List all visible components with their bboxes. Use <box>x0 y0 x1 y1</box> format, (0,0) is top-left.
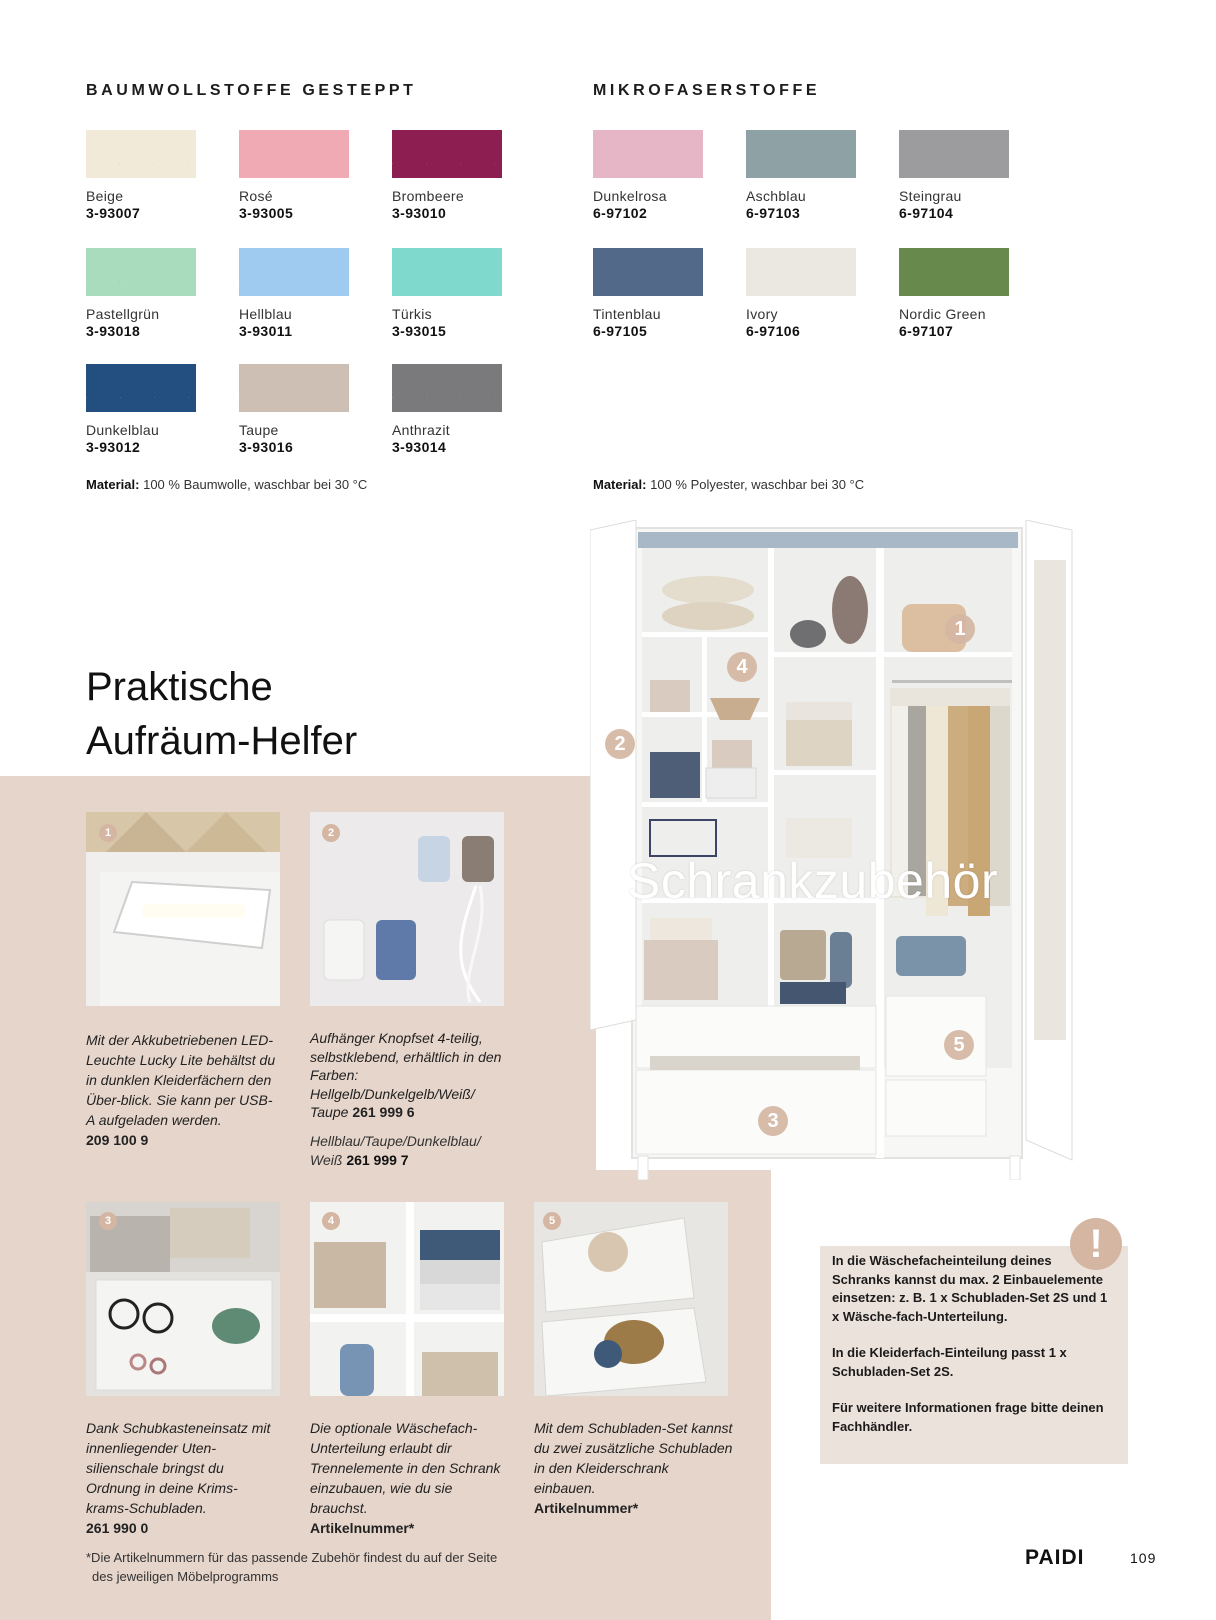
product-badge-2: 2 <box>322 824 340 842</box>
product-photo-led-light <box>86 812 280 1006</box>
product-badge-3: 3 <box>99 1212 117 1230</box>
swatch-article-code: 3-93005 <box>239 205 294 221</box>
footnote-line-1: *Die Artikelnummern für das passende Zubehör findest du auf der Seite <box>86 1550 498 1565</box>
footnote <box>86 1548 606 1586</box>
swatch-color-chip <box>86 364 196 412</box>
fabric-swatch <box>239 248 349 339</box>
article-number: Artikelnummer* <box>534 1500 639 1516</box>
caption-text: Mit dem Schubladen-Set kannst du zwei zusätzliche Schubladen in den Kleiderschrank einbauen. <box>534 1420 733 1496</box>
swatch-name: Beige <box>86 188 124 204</box>
product-photo-drawer-insert <box>86 1202 280 1396</box>
product-badge-4: 4 <box>322 1212 340 1230</box>
swatch-article-code: 3-93014 <box>392 439 447 455</box>
product-caption-2 <box>310 1029 510 1122</box>
product-badge-5: 5 <box>543 1212 561 1230</box>
swatch-color-chip <box>239 248 349 296</box>
swatch-color-chip <box>593 130 703 178</box>
brand-logo: PAIDI <box>1025 1546 1085 1569</box>
fabric-swatch <box>392 248 502 339</box>
footnote-line-2: des jeweiligen Möbelprogramms <box>92 1569 279 1584</box>
swatch-color-chip <box>239 130 349 178</box>
page-headline <box>86 660 357 768</box>
swatch-name: Nordic Green <box>899 306 986 322</box>
swatch-name: Taupe <box>239 422 279 438</box>
swatch-color-chip <box>746 248 856 296</box>
swatch-article-code: 3-93015 <box>392 323 447 339</box>
swatch-name: Hellblau <box>239 306 292 322</box>
fabric-swatch <box>746 130 856 221</box>
product-caption-2b <box>310 1132 510 1170</box>
product-badge-1: 1 <box>99 824 117 842</box>
swatch-article-code: 6-97107 <box>899 323 954 339</box>
fabric-swatch <box>239 364 349 455</box>
swatch-color-chip <box>746 130 856 178</box>
swatch-name: Türkis <box>392 306 432 322</box>
swatch-name: Anthrazit <box>392 422 450 438</box>
material-label: Material: <box>593 477 647 492</box>
swatch-color-chip <box>239 364 349 412</box>
swatch-name: Ivory <box>746 306 778 322</box>
swatch-color-chip <box>392 248 502 296</box>
product-caption-3 <box>86 1418 276 1538</box>
material-text: 100 % Polyester, waschbar bei 30 °C <box>650 477 865 492</box>
swatch-name: Tintenblau <box>593 306 661 322</box>
article-number: 261 999 6 <box>352 1104 415 1120</box>
swatch-color-chip <box>392 364 502 412</box>
info-paragraph-2: In die Kleiderfach-Einteilung passt 1 x Schubladen-Set 2S. <box>832 1345 1067 1379</box>
cabinet-badge-5: 5 <box>944 1030 974 1060</box>
swatch-name: Steingrau <box>899 188 962 204</box>
fabric-swatch <box>86 364 196 455</box>
swatch-name: Dunkelrosa <box>593 188 667 204</box>
swatch-name: Dunkelblau <box>86 422 160 438</box>
headline-line-1: Praktische <box>86 665 273 709</box>
swatch-article-code: 6-97104 <box>899 205 954 221</box>
swatch-color-chip <box>86 130 196 178</box>
caption-text: Mit der Akkubetriebenen LED-Leuchte Lucky Lite behältst du in dunklen Kleiderfächern den Über-blick. Sie kann per USB-A aufgeladen werden. <box>86 1032 276 1128</box>
article-number: Artikelnummer* <box>310 1520 415 1536</box>
fabric-swatch <box>593 130 703 221</box>
info-paragraph-1: In die Wäschefacheinteilung deines Schranks kannst du max. 2 Einbauelemente einsetzen: z. B. 1 x Schubladen-Set 2S und 1 x Wäsche-fach-Unterteilung. <box>832 1253 1108 1324</box>
product-photo-shelf-division <box>310 1202 504 1396</box>
info-box <box>820 1246 1128 1464</box>
swatch-article-code: 6-97106 <box>746 323 801 339</box>
cabinet-badge-4: 4 <box>727 652 757 682</box>
caption-text-variant: Hellblau/Taupe/Dunkelblau/ Weiß <box>310 1133 481 1168</box>
swatch-article-code: 6-97103 <box>746 205 801 221</box>
wardrobe-photo <box>590 520 1076 1180</box>
wardrobe-accessories-title: Schrankzubehör <box>627 853 999 909</box>
swatch-name: Brombeere <box>392 188 464 204</box>
swatch-article-code: 6-97105 <box>593 323 648 339</box>
info-paragraph-3: Für weitere Informationen frage bitte deinen Fachhändler. <box>832 1400 1104 1434</box>
caption-text: Aufhänger Knopfset 4-teilig, selbstklebend, erhältlich in den Farben: Hellgelb/Dunkelgelb/Weiß/ Taupe <box>310 1030 502 1120</box>
fabric-swatch <box>746 248 856 339</box>
article-number: 209 100 9 <box>86 1132 149 1148</box>
swatch-color-chip <box>593 248 703 296</box>
material-label: Material: <box>86 477 140 492</box>
product-photo-hook-set <box>310 812 504 1006</box>
swatch-article-code: 3-93018 <box>86 323 141 339</box>
cabinet-badge-1: 1 <box>945 614 975 644</box>
fabric-swatch <box>239 130 349 221</box>
product-caption-4 <box>310 1418 510 1538</box>
swatch-name: Aschblau <box>746 188 806 204</box>
swatch-article-code: 6-97102 <box>593 205 648 221</box>
swatch-name: Pastellgrün <box>86 306 160 322</box>
article-number-variant: 261 999 7 <box>346 1152 409 1168</box>
cabinet-badge-2: 2 <box>605 729 635 759</box>
article-number: 261 990 0 <box>86 1520 149 1536</box>
fabric-swatch <box>899 248 1009 339</box>
caption-text: Die optionale Wäschefach-Unterteilung erlaubt dir Trennelemente in den Schrank einzubauen, wie du sie brauchst. <box>310 1420 501 1516</box>
cotton-section-title: BAUMWOLLSTOFFE GESTEPPT <box>86 82 417 99</box>
material-text: 100 % Baumwolle, waschbar bei 30 °C <box>143 477 368 492</box>
cotton-material-note <box>86 477 367 492</box>
swatch-color-chip <box>899 130 1009 178</box>
fabric-swatch <box>86 130 196 221</box>
fabric-swatch <box>392 364 502 455</box>
swatch-color-chip <box>392 130 502 178</box>
cabinet-badge-3: 3 <box>758 1106 788 1136</box>
fabric-swatch <box>392 130 502 221</box>
exclamation-icon: ! <box>1070 1218 1122 1270</box>
fabric-swatch <box>899 130 1009 221</box>
page-number: 109 <box>1130 1550 1157 1566</box>
swatch-article-code: 3-93011 <box>239 323 293 339</box>
product-caption-5 <box>534 1418 734 1518</box>
swatch-color-chip <box>899 248 1009 296</box>
swatch-color-chip <box>86 248 196 296</box>
product-caption-1 <box>86 1030 276 1150</box>
caption-text: Dank Schubkasteneinsatz mit innenliegender Uten-silienschale bringst du Ordnung in deine Krims-krams-Schubladen. <box>86 1420 271 1516</box>
swatch-article-code: 3-93012 <box>86 439 141 455</box>
microfiber-section-title: MIKROFASERSTOFFE <box>593 82 821 99</box>
swatch-article-code: 3-93010 <box>392 205 447 221</box>
headline-line-2: Aufräum-Helfer <box>86 719 358 763</box>
microfiber-material-note <box>593 477 864 492</box>
swatch-article-code: 3-93016 <box>239 439 294 455</box>
fabric-swatch <box>593 248 703 339</box>
product-photo-drawer-set <box>534 1202 728 1396</box>
swatch-name: Rosé <box>239 188 273 204</box>
info-box-text <box>832 1252 1112 1454</box>
swatch-article-code: 3-93007 <box>86 205 141 221</box>
fabric-swatch <box>86 248 196 339</box>
